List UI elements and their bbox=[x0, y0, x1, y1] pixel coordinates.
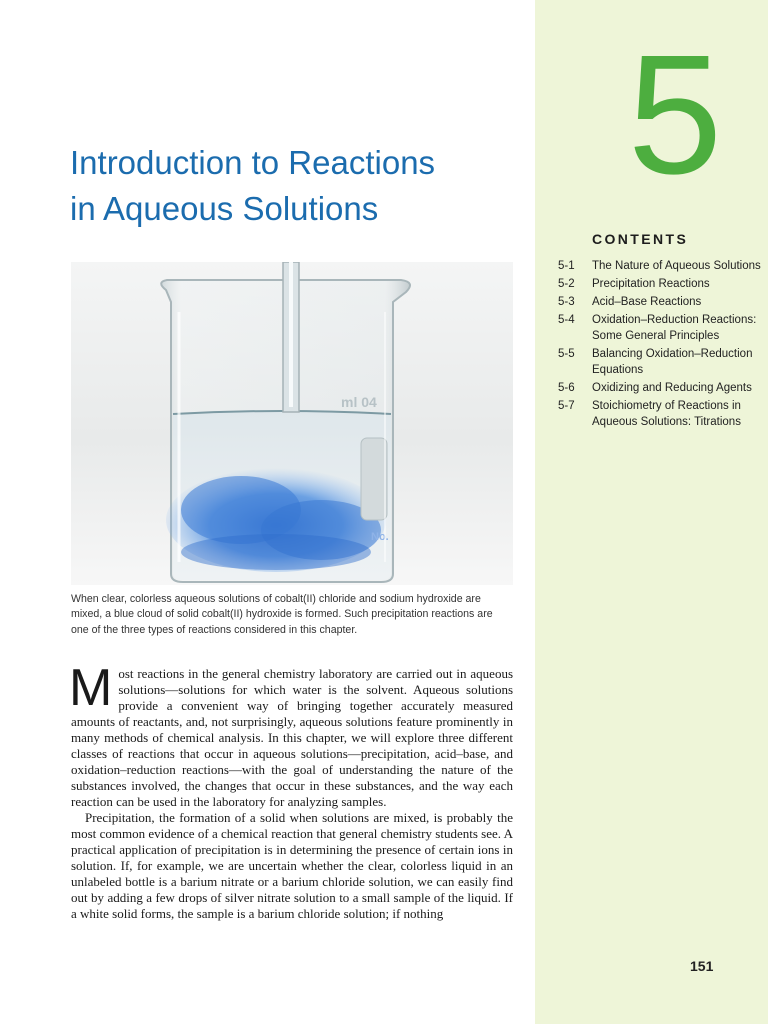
beaker-illustration bbox=[71, 262, 513, 585]
toc-item[interactable] bbox=[558, 312, 763, 344]
toc-item[interactable] bbox=[558, 380, 763, 396]
table-of-contents bbox=[558, 258, 763, 432]
chapter-title-line-1: Introduction to Reactions bbox=[70, 144, 436, 181]
body-text bbox=[69, 659, 513, 922]
toc-item-number: 5-1 bbox=[558, 260, 575, 272]
toc-item[interactable] bbox=[558, 258, 763, 274]
chapter-title-line-2: in Aqueous Solutions bbox=[70, 190, 379, 227]
toc-item-title: Oxidation–Reduction Reactions: Some General Principles bbox=[592, 314, 757, 342]
contents-heading: CONTENTS bbox=[592, 231, 689, 247]
paragraph-1 bbox=[69, 659, 513, 810]
toc-item-number: 5-7 bbox=[558, 400, 575, 412]
chapter-number: 5 bbox=[627, 20, 723, 210]
beaker-number-label: No. bbox=[371, 531, 389, 543]
paragraph-1-text: ost reactions in the general chemistry laboratory are carried out in aqueous solutions—solutions for which water is the solvent. Aqueous solutions provide a convenient way of bringing together accurately measured amounts of reactants, and, not surprisingly, aqueous solutions feature prominently in many methods of chemical analysis. In this chapter, we will explore three different classes of reactions that occur in aqueous solutions—precipitation, acid–base, and oxidation–reduction reactions—with the goal of understanding the nature of the substances involved, the changes that occur in these substances, and the way each reaction can be used in the laboratory for analyzing samples. bbox=[71, 666, 513, 809]
toc-item-title: Oxidizing and Reducing Agents bbox=[592, 382, 752, 394]
page-number: 151 bbox=[690, 958, 714, 974]
toc-item[interactable] bbox=[558, 294, 763, 310]
paragraph-2: Precipitation, the formation of a solid when solutions are mixed, is probably the most common evidence of a chemical reaction that general chemistry students see. A practical application of precipitation is in determining the presence of certain ions in solution. If, for example, we are uncertain whether the clear, colorless liquid in an unlabeled bottle is a barium nitrate or a barium chloride solution, we can easily find out by adding a few drops of silver nitrate solution to a small sample of the liquid. If a white solid forms, the sample is a barium chloride solution; if nothing bbox=[71, 810, 513, 921]
beaker-volume-marking: ml 04 bbox=[341, 394, 377, 410]
toc-item-title: Balancing Oxidation–Reduction Equations bbox=[592, 348, 753, 376]
beaker-photo bbox=[71, 262, 513, 585]
drop-cap: M bbox=[69, 659, 113, 717]
toc-item[interactable] bbox=[558, 398, 763, 430]
toc-item[interactable] bbox=[558, 276, 763, 292]
chapter-title bbox=[70, 140, 530, 232]
toc-item-number: 5-5 bbox=[558, 348, 575, 360]
toc-item-number: 5-4 bbox=[558, 314, 575, 326]
toc-item-number: 5-2 bbox=[558, 278, 575, 290]
toc-item-title: Acid–Base Reactions bbox=[592, 296, 702, 308]
toc-item-title: Stoichiometry of Reactions in Aqueous Solutions: Titrations bbox=[592, 400, 741, 428]
toc-item-title: Precipitation Reactions bbox=[592, 278, 710, 290]
toc-item-number: 5-6 bbox=[558, 382, 575, 394]
toc-item-title: The Nature of Aqueous Solutions bbox=[592, 260, 761, 272]
figure-caption: When clear, colorless aqueous solutions of cobalt(II) chloride and sodium hydroxide are mixed, a blue cloud of solid cobalt(II) hydroxide is formed. Such precipitation reactions are one of the three types of reactions considered in this chapter. bbox=[71, 593, 493, 636]
toc-item-number: 5-3 bbox=[558, 296, 575, 308]
toc-item[interactable] bbox=[558, 346, 763, 378]
